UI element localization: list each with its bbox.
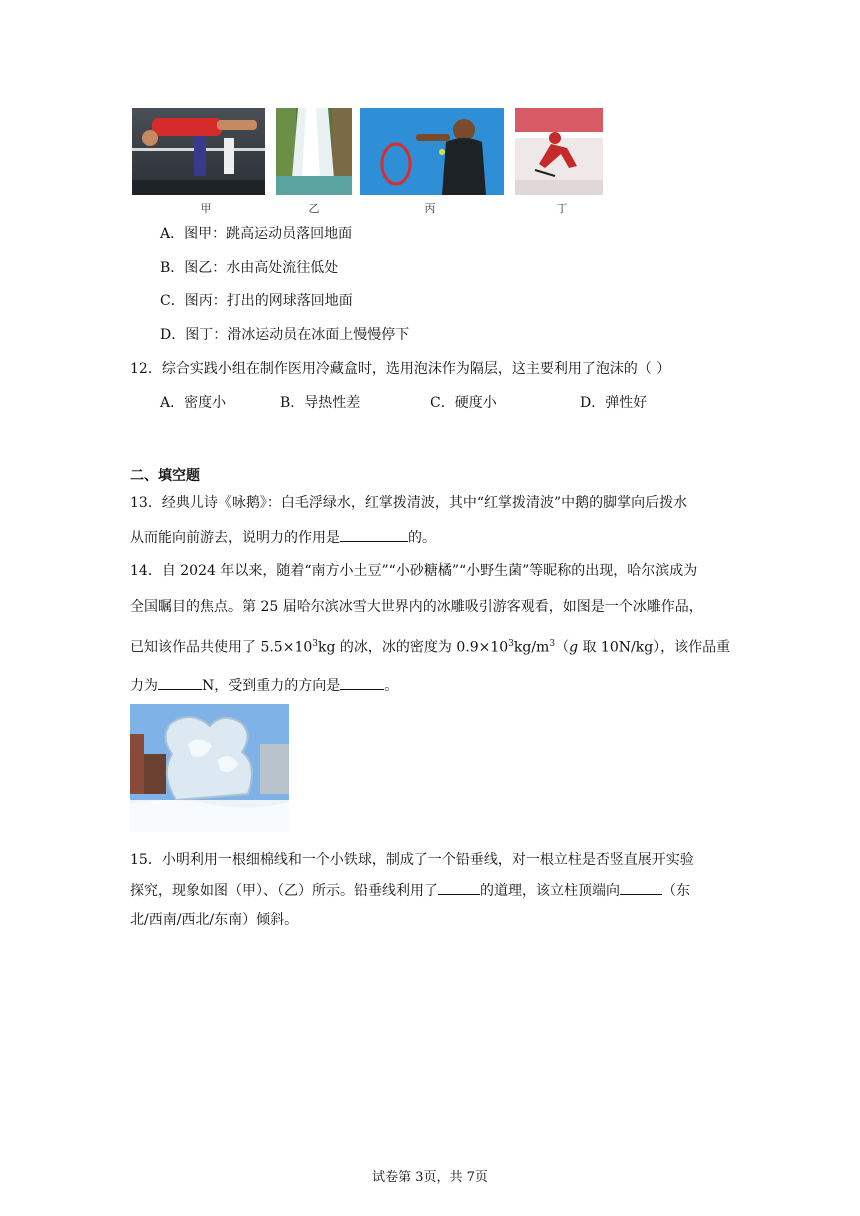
q15-direction-label: 的道理，该立柱顶端向: [480, 883, 620, 899]
q14-weight-blank[interactable]: [158, 675, 202, 690]
page-footer: 试卷第 3页，共 7页: [372, 1170, 488, 1185]
q14-g-symbol: g: [569, 639, 579, 656]
caption-bing: 丙: [424, 202, 436, 215]
q14-mass-exponent: 3: [312, 639, 318, 649]
q15-line-2: [130, 880, 690, 901]
q12-option-b: B．导热性差: [280, 395, 361, 411]
caption-ding: 丁: [556, 202, 568, 215]
waterfall-photo: [276, 108, 352, 195]
q14-paren-open: （: [555, 639, 570, 656]
ice-sculpture-photo: [130, 704, 289, 832]
q14-density-exponent: 3: [508, 639, 514, 649]
q12-stem: 12．综合实践小组在制作医用冷藏盒时，选用泡沫作为隔层，这主要利用了泡沫的（ ）: [130, 361, 671, 377]
q14-density-text: kg 的冰，冰的密度为 0.9×10: [318, 639, 509, 656]
q14-mass-text: 已知该作品共使用了 5.5×10: [130, 639, 313, 656]
q11-option-b: B．图乙：水由高处流往低处: [160, 260, 339, 276]
caption-yi: 乙: [308, 202, 320, 215]
q15-line-3: 北/西南/西北/东南）倾斜。: [130, 912, 299, 928]
q15-principle-blank[interactable]: [438, 880, 480, 895]
q14-line-3: [130, 634, 730, 658]
q11-option-c: C．图丙：打出的网球落回地面: [160, 293, 353, 309]
q15-direction-blank[interactable]: [620, 880, 662, 895]
q14-line-2: 全国瞩目的焦点。第 25 届哈尔滨冰雪大世界内的冰雕吸引游客观看，如图是一个冰雕作品，: [130, 599, 703, 615]
q14-end-punct: 。: [384, 678, 399, 694]
high-jump-photo: [132, 108, 265, 195]
q15-line-1: 15．小明利用一根细棉线和一个小铁球，制成了一个铅垂线，对一根立柱是否竖直展开实验: [130, 852, 694, 868]
q14-unit-exponent: 3: [549, 639, 556, 649]
q14-weight-label: 力为: [130, 678, 158, 694]
q12-option-d: D．弹性好: [580, 395, 648, 411]
q14-direction-label: N，受到重力的方向是: [202, 678, 341, 694]
q15-choice-start: （东: [662, 883, 690, 899]
tennis-photo: [360, 108, 504, 195]
section-title-fill-in: 二、填空题: [130, 468, 200, 484]
q14-density-unit: kg/m: [513, 639, 550, 656]
q12-option-a: A．密度小: [160, 395, 227, 411]
q14-line-4: [130, 675, 398, 696]
q13-text-before-blank: 从而能向前游去，说明力的作用是: [130, 530, 340, 546]
q11-option-a: A．图甲：跳高运动员落回地面: [160, 226, 353, 242]
skating-photo: [515, 108, 603, 195]
q12-option-c: C．硬度小: [430, 395, 497, 411]
q15-principle-label: 探究，现象如图（甲）、（乙）所示。铅垂线利用了: [130, 883, 438, 899]
q14-g-value-text: 取 10N/kg），该作品重: [578, 639, 731, 656]
q14-line-1: 14．自 2024 年以来，随着“南方小土豆”“小砂糖橘”“小野生菌”等昵称的出现，哈尔滨成为: [130, 563, 698, 579]
q13-line-1: 13．经典儿诗《咏鹅》：白毛浮绿水，红掌拨清波，其中“红掌拨清波”中鹅的脚掌向后拨水: [130, 495, 688, 511]
q13-text-after-blank: 的。: [408, 530, 436, 546]
q11-option-d: D．图丁：滑冰运动员在冰面上慢慢停下: [160, 327, 410, 343]
caption-jia: 甲: [200, 202, 212, 215]
q13-line-2: [130, 527, 436, 548]
q14-direction-blank[interactable]: [340, 675, 384, 690]
q13-answer-blank[interactable]: [340, 527, 408, 542]
